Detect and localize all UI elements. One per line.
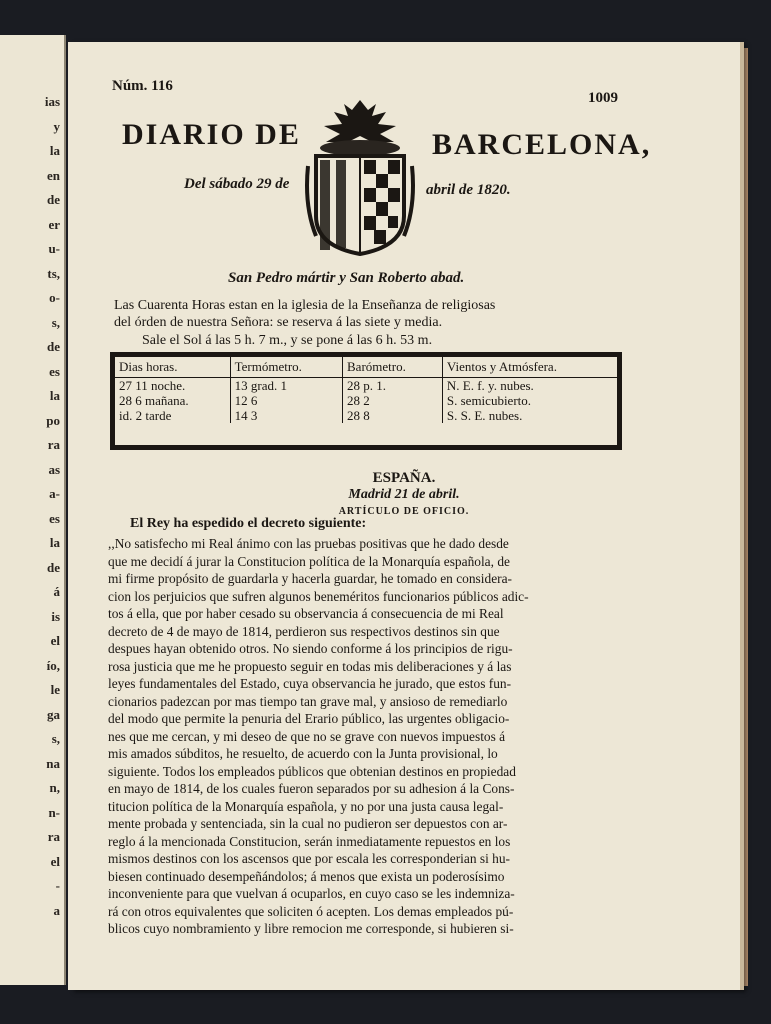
newspaper-page <box>68 42 740 990</box>
left-page-text-fragment: la <box>49 388 60 403</box>
body-line: cionarios padezcan por mas tiempo tan grave mal, y ansioso de remediarlo <box>108 693 508 709</box>
left-page-text-fragment: is <box>51 608 60 624</box>
body-line: rosa justicia que me he propuesto seguir en todas mis deliberaciones y á las <box>108 658 512 674</box>
body-line: que me decidí á jurar la Constitucion política de la Monarquía española, de <box>108 553 510 569</box>
article-body <box>108 535 618 938</box>
left-page-text-fragment: a- <box>49 486 60 501</box>
page-number: 1009 <box>588 90 618 106</box>
weather-table <box>110 352 622 450</box>
cell-dh: 27 11 noche. <box>115 378 230 394</box>
left-page-text-fragment: - <box>55 878 60 893</box>
left-page-text-fragment: o- <box>49 290 60 305</box>
left-page-text-fragment: á <box>53 584 60 599</box>
left-page-text-fragment: en <box>47 167 60 183</box>
left-page-text-fragment: la <box>49 143 60 158</box>
left-page-text-fragment: ío, <box>46 657 60 673</box>
body-line: biesen continuado desempeñándolos; á menos que exista un poderosísimo <box>108 868 505 884</box>
cell-term: 12 6 <box>230 393 342 408</box>
date-left: Del sábado 29 de <box>184 176 290 192</box>
masthead-title-left: DIARIO DE <box>122 118 301 151</box>
article-label: ARTÍCULO DE OFICIO. <box>338 506 470 517</box>
body-line: tos á ella, que por haber cesado su observancia á consecuencia de mi Real <box>108 606 504 621</box>
body-line: cion los perjuicios que sufren algunos beneméritos funcionarios públicos adic- <box>108 588 529 604</box>
sun-times: Sale el Sol á las 5 h. 7 m., y se pone á las 6 h. 53 m. <box>142 333 433 348</box>
body-line: despues hayan obtenido otros. No siendo conforme á los principios de rigu- <box>108 641 513 656</box>
body-line: ,,No satisfecho mi Real ánimo con las pruebas positivas que he dado desde <box>108 536 509 551</box>
left-page-text-fragment: po <box>46 412 60 428</box>
body-line: blicos cuyo nombramiento y libre remocion me corresponde, si hubieren si- <box>108 921 514 936</box>
cell-wind: N. E. f. y. nubes. <box>446 378 534 393</box>
left-page-text-fragment: de <box>47 339 60 354</box>
body-line: leyes fundamentales del Estado, cuya observancia he jurado, que estos fun- <box>108 676 512 691</box>
left-page-text-fragment: ias <box>44 94 60 109</box>
table-row <box>115 378 617 394</box>
body-line: mis amados súbditos, he resuelto, de acuerdo con la Junta provisional, lo <box>108 746 498 761</box>
body-line: mismos destinos con los ascensos que por escala les corresponderian si hu- <box>108 851 511 866</box>
left-page-text-fragment: ga <box>47 706 60 722</box>
left-page-text-fragment: de <box>47 559 60 575</box>
left-page-text-fragment: er <box>48 216 60 232</box>
date-right: abril de 1820. <box>426 182 511 198</box>
issue-number: Núm. 116 <box>112 78 173 94</box>
notice-line-2: del órden de nuestra Señora: se reserva á las siete y media. <box>114 315 443 330</box>
cell-baro: 28 2 <box>343 393 443 408</box>
col-header-thermometer: Termómetro. <box>230 357 342 378</box>
left-page-text-fragment: n- <box>48 804 60 820</box>
dateline: Madrid 21 de abril. <box>348 487 460 502</box>
body-line: rá con otros equivalentes que soliciten ó acepten. Los demas empleados pú- <box>108 903 514 919</box>
body-line: mi firme propósito de guardarla y hacerla guardar, he tomado en considera- <box>108 571 512 586</box>
body-line: siguiente. Todos los empleados públicos que obtenian destinos en propiedad <box>108 763 516 779</box>
left-page-text-fragment: el <box>50 633 60 648</box>
cell-wind: S. semicubierto. <box>446 393 532 408</box>
table-row <box>115 393 617 408</box>
left-page-text-fragment: na <box>46 755 60 771</box>
body-line: nes que me cercan, y mi deseo de que no se grave con nuevos impuestos á <box>108 728 506 744</box>
left-page-edge <box>0 35 66 985</box>
body-line: titucion política de la Monarquía española, y no por una justa causa legal- <box>108 798 504 814</box>
left-page-text-fragment: a <box>53 902 60 918</box>
left-page-text-fragment: y <box>53 118 60 134</box>
left-page-text-fragment: s, <box>51 731 60 746</box>
section-heading: ESPAÑA. <box>372 470 436 486</box>
left-page-text-fragment: u- <box>48 241 60 256</box>
cell-term: 13 grad. 1 <box>230 378 342 394</box>
intro-line: El Rey ha espedido el decreto siguiente: <box>130 516 367 531</box>
body-line: inconveniente para que vuelvan á ocuparlos, en cuyo caso se les indemniza- <box>108 886 515 901</box>
body-line: decreto de 4 de mayo de 1814, perdieron sus respectivos destinos sin que <box>108 623 500 639</box>
left-page-text-fragment: es <box>49 510 60 526</box>
masthead-title-right: BARCELONA, <box>432 128 652 161</box>
left-page-text-fragment: ra <box>47 437 60 452</box>
cell-wind: S. S. E. nubes. <box>446 408 523 423</box>
cell-term: 14 3 <box>230 408 342 423</box>
left-page-text-fragment: s, <box>51 314 60 330</box>
body-line: del modo que permite la penuria del Erario público, las urgentes obligacio- <box>108 711 510 726</box>
left-page-text-fragment: le <box>50 682 60 697</box>
notice-line-1: Las Cuarenta Horas estan en la iglesia de la Enseñanza de religiosas <box>114 298 496 313</box>
left-page-text-fragment: as <box>48 461 60 477</box>
left-page-text-fragment: ra <box>47 829 60 844</box>
cell-dh: id. 2 tarde <box>115 408 230 423</box>
cell-baro: 28 8 <box>343 408 443 423</box>
notice-paragraph <box>114 297 626 331</box>
cell-dh: 28 6 mañana. <box>115 393 230 408</box>
col-header-days: Dias horas. <box>115 357 230 378</box>
col-header-wind: Vientos y Atmósfera. <box>442 357 617 378</box>
left-page-text-fragment: de <box>47 192 60 207</box>
saints-of-day: San Pedro mártir y San Roberto abad. <box>228 270 465 286</box>
left-page-text-fragment: es <box>49 363 60 379</box>
left-page-text-fragment: n, <box>49 780 60 795</box>
table-row <box>115 408 617 423</box>
body-line: en mayo de 1814, de los cuales fueron separados por su adhesion á la Cons- <box>108 781 515 796</box>
left-page-text-fragment: el <box>50 853 60 869</box>
left-page-text-fragment: la <box>49 535 60 550</box>
body-line: reglo á la mencionada Constitucion, serán inmediatamente repuestos en los <box>108 833 511 849</box>
coat-of-arms-icon <box>304 96 416 256</box>
left-page-text-fragment: ts, <box>47 265 60 281</box>
col-header-barometer: Barómetro. <box>343 357 443 378</box>
body-line: mente probada y sentenciada, sin la cual no pudieron ser depuestos con ar- <box>108 816 508 831</box>
cell-baro: 28 p. 1. <box>343 378 443 394</box>
